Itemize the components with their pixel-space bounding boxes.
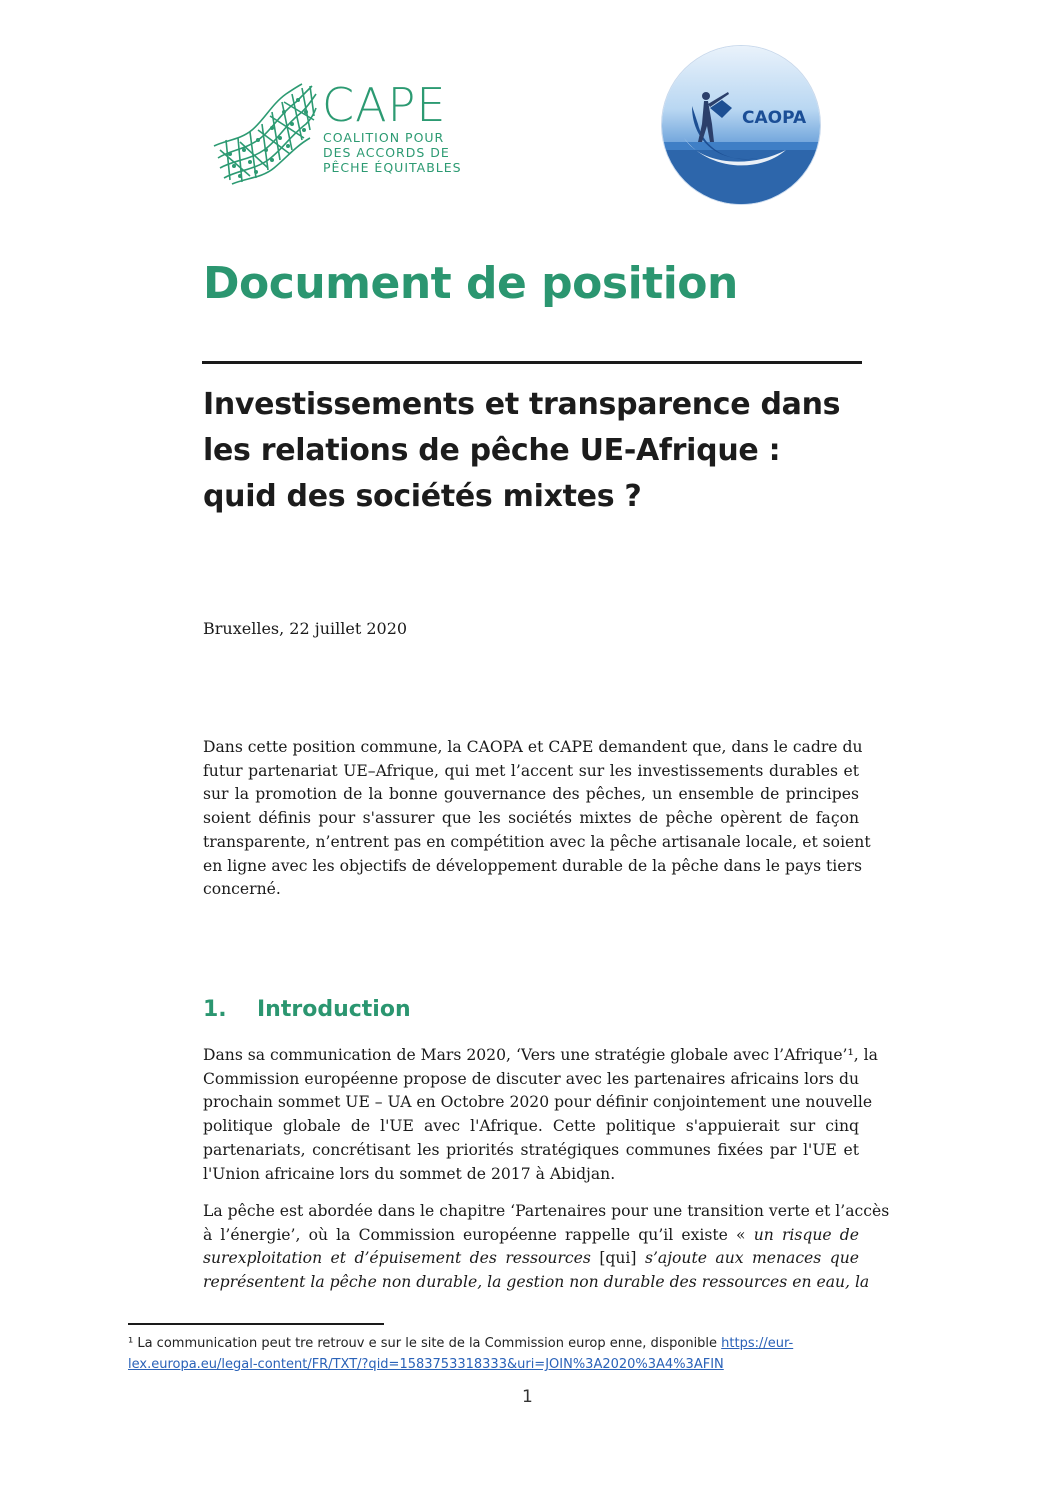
section-heading-introduction	[203, 997, 411, 1022]
text-line: Dans sa communication de Mars 2020, ‘Vers une stratégie globale avec l’Afrique’¹, la	[203, 1046, 878, 1064]
text-line: Commission européenne propose de discuter avec les partenaires africains lors du	[203, 1069, 859, 1088]
quote-italic: surexploitation et d’épuisement des ressources	[203, 1249, 591, 1268]
cape-tagline	[323, 130, 483, 175]
text-run: [qui]	[590, 1249, 645, 1268]
text-line: en ligne avec les objectifs de développement durable de la pêche dans le pays tiers	[203, 856, 862, 875]
body-paragraph-1	[203, 1044, 878, 1186]
fisherman-boat-icon	[662, 46, 820, 204]
fishing-net-icon	[210, 80, 320, 188]
quote-italic: s’ajoute aux menaces que	[644, 1249, 859, 1268]
footnote-link-continued[interactable]: lex.europa.eu/legal-content/FR/TXT/?qid=1583753318333&uri=JOIN%3A2020%3A4%3AFIN	[128, 1357, 724, 1372]
text-line: l'Union africaine lors du sommet de 2017 à Abidjan.	[203, 1164, 616, 1183]
text-line: partenariats, concrétisant les priorités stratégiques communes fixées par l'UE et	[203, 1140, 859, 1159]
intro-paragraph	[203, 736, 871, 902]
svg-text:CAOPA: CAOPA	[742, 108, 807, 128]
subtitle-line: Investissements et transparence dans	[203, 387, 841, 422]
footnote-line	[128, 1333, 828, 1354]
body-paragraph-2	[203, 1200, 890, 1295]
caopa-logo	[662, 46, 820, 204]
dateline: Bruxelles, 22 juillet 2020	[203, 619, 408, 638]
subtitle-line: les relations de pêche UE-Afrique :	[203, 433, 781, 468]
text-line	[203, 1224, 859, 1248]
text-line: Dans cette position commune, la CAOPA et CAPE demandent que, dans le cadre du	[203, 738, 863, 756]
quote-italic: représentent la pêche non durable, la gestion non durable des ressources en eau, la	[203, 1273, 870, 1292]
text-line: prochain sommet UE – UA en Octobre 2020 pour définir conjointement une nouvelle	[203, 1093, 873, 1112]
footnote-line	[128, 1354, 828, 1375]
text-run: à l’énergie’, où la Commission européenne rappelle qu’il existe «	[203, 1225, 754, 1244]
document-subtitle	[203, 382, 883, 520]
text-line: sur la promotion de la bonne gouvernance des pêches, un ensemble de principes	[203, 785, 859, 804]
text-line: concerné.	[203, 880, 281, 899]
title-divider	[202, 361, 862, 364]
cape-wordmark: CAPE	[322, 78, 447, 132]
quote-italic: un risque de	[753, 1225, 859, 1244]
text-line	[203, 1271, 870, 1295]
page-number: 1	[522, 1387, 533, 1407]
cape-logo	[210, 80, 475, 190]
cape-tagline-line: PÊCHE ÉQUITABLES	[323, 160, 462, 175]
footnote-link[interactable]: https://eur-	[721, 1336, 794, 1351]
text-line: futur partenariat UE–Afrique, qui met l’accent sur les investissements durables et	[203, 761, 859, 780]
text-line: La pêche est abordée dans le chapitre ‘Partenaires pour une transition verte et l’accès	[203, 1202, 890, 1220]
footnote	[128, 1333, 828, 1375]
document-title: Document de position	[203, 258, 738, 309]
text-line	[203, 1247, 859, 1271]
cape-tagline-line: COALITION POUR	[323, 130, 445, 145]
section-title: Introduction	[257, 997, 411, 1022]
text-line: politique globale de l'UE avec l'Afrique. Cette politique s'appuierait sur cinq	[203, 1117, 859, 1136]
subtitle-line: quid des sociétés mixtes ?	[203, 479, 642, 514]
text-line: soient définis pour s'assurer que les sociétés mixtes de pêche opèrent de façon	[203, 809, 859, 828]
footnote-text: ¹ La communication peut tre retrouv e sur le site de la Commission europ enne, disponible	[128, 1336, 722, 1351]
cape-tagline-line: DES ACCORDS DE	[323, 145, 450, 160]
section-number: 1.	[203, 997, 227, 1022]
footnote-divider	[128, 1323, 384, 1325]
text-line: transparente, n’entrent pas en compétition avec la pêche artisanale locale, et soient	[203, 832, 871, 851]
